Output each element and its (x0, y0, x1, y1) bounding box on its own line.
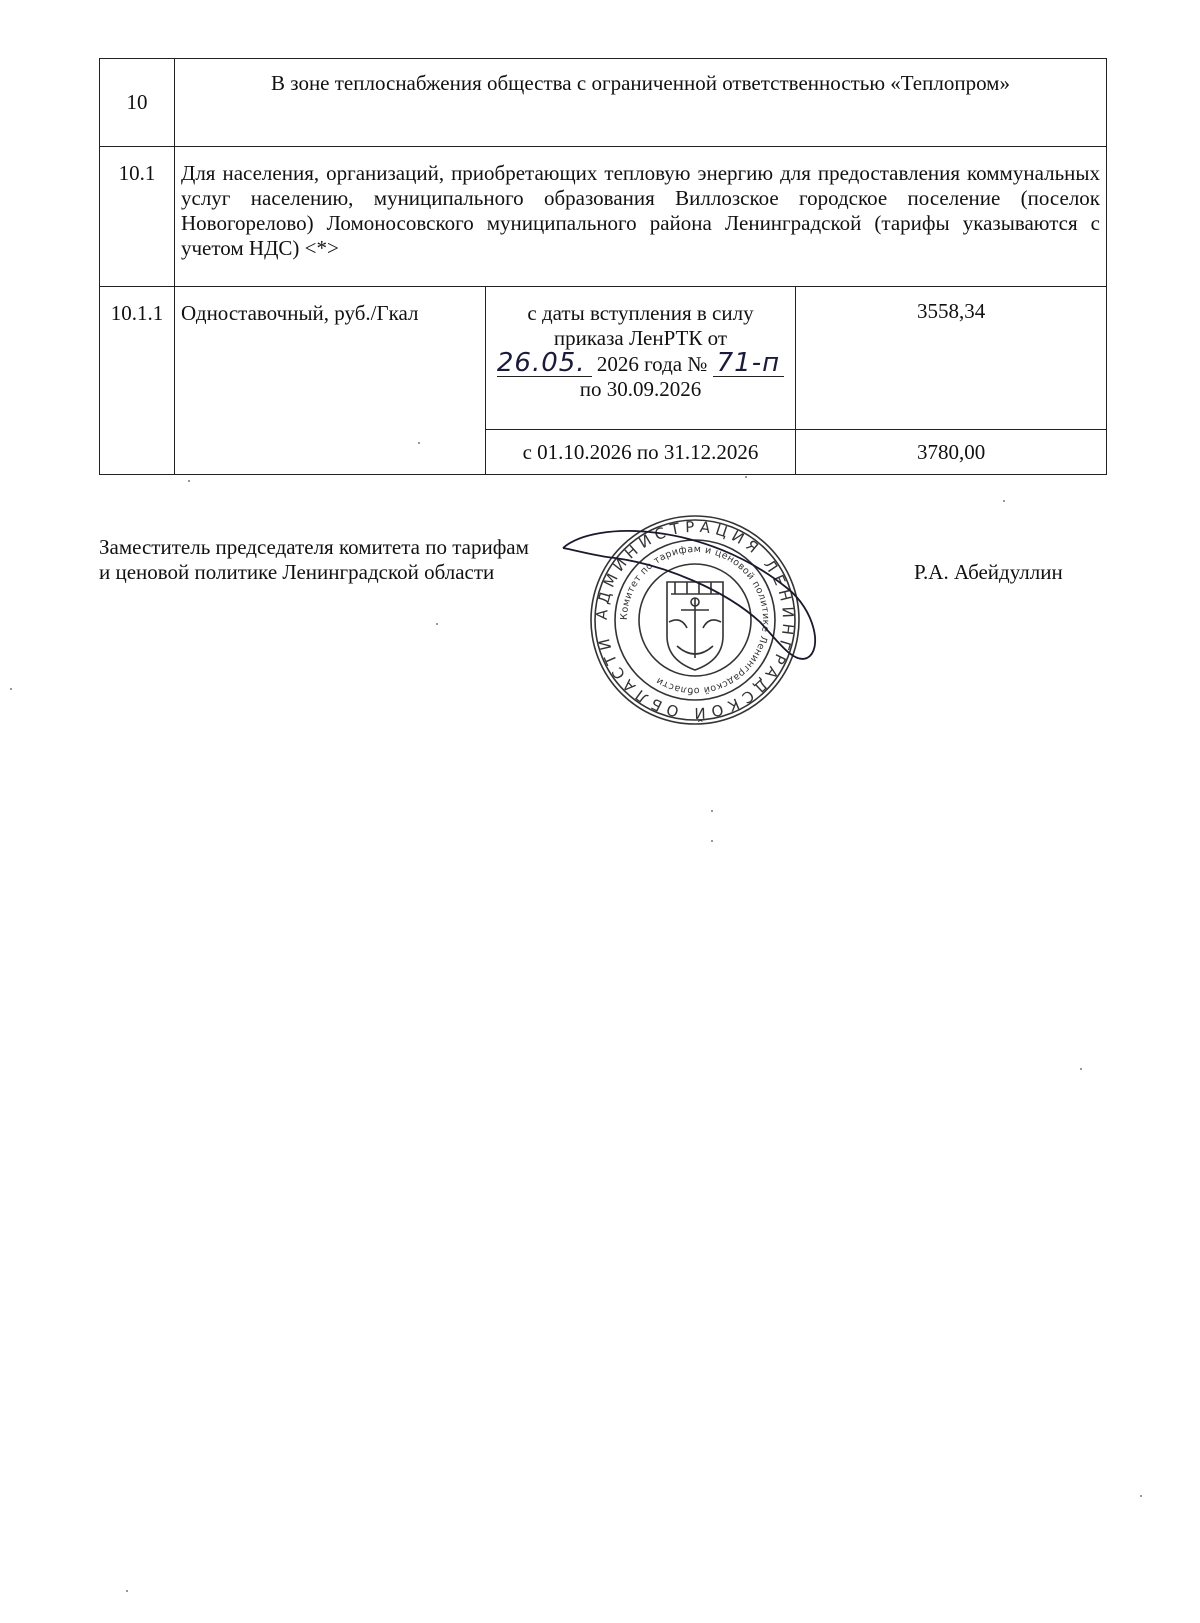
handwritten-order-number: 71-п (713, 351, 784, 377)
row-number: 10 (100, 59, 175, 147)
order-date-line (486, 348, 796, 378)
tariff-name: Одноставочный, руб./Гкал (175, 287, 486, 475)
table-row-10 (100, 59, 1107, 147)
position-line: и ценовой политике Ленинградской области (99, 560, 495, 584)
table-row-10-1 (100, 147, 1107, 287)
period-line: приказа ЛенРТК от (553, 326, 728, 350)
position-line: Заместитель председателя комитета по тарифам (99, 535, 529, 559)
period-line: с даты вступления в силу (527, 301, 754, 325)
coat-of-arms-icon (667, 582, 723, 670)
order-year-text: 2026 года № (596, 352, 708, 376)
table-row-10-1-1 (100, 287, 1107, 430)
official-seal-stamp (555, 510, 845, 730)
seal-inner-text: Комитет по тарифам и ценовой политике Ленинградской области (618, 543, 772, 697)
tariff-value-2: 3780,00 (796, 430, 1107, 475)
seal-outer-text: АДМИНИСТРАЦИЯ ЛЕНИНГРАДСКОЙ ОБЛАСТИ (592, 517, 798, 723)
validity-period-2: с 01.10.2026 по 31.12.2026 (485, 430, 796, 475)
tariff-table (99, 58, 1107, 475)
row-number: 10.1.1 (100, 287, 175, 475)
signatory-position (99, 535, 529, 585)
validity-period-1 (485, 287, 796, 430)
consumer-group-description: Для населения, организаций, приобретающих тепловую энергию для предоставления коммунальных услуг населению, муниципального образования Виллозское городское поселение (поселок Новогорелово) Ломоносовского муниципального района Ленинградской (тарифы указываются с учетом НДС) <*> (175, 147, 1107, 287)
tariff-value-1: 3558,34 (796, 287, 1107, 430)
handwritten-order-date: 26.05. (497, 351, 592, 377)
signatory-name: Р.А. Абейдуллин (914, 560, 1063, 584)
period-line: по 30.09.2026 (579, 377, 702, 401)
row-number: 10.1 (100, 147, 175, 287)
heat-supply-zone-title: В зоне теплоснабжения общества с ограниченной ответственностью «Теплопром» (175, 59, 1107, 147)
